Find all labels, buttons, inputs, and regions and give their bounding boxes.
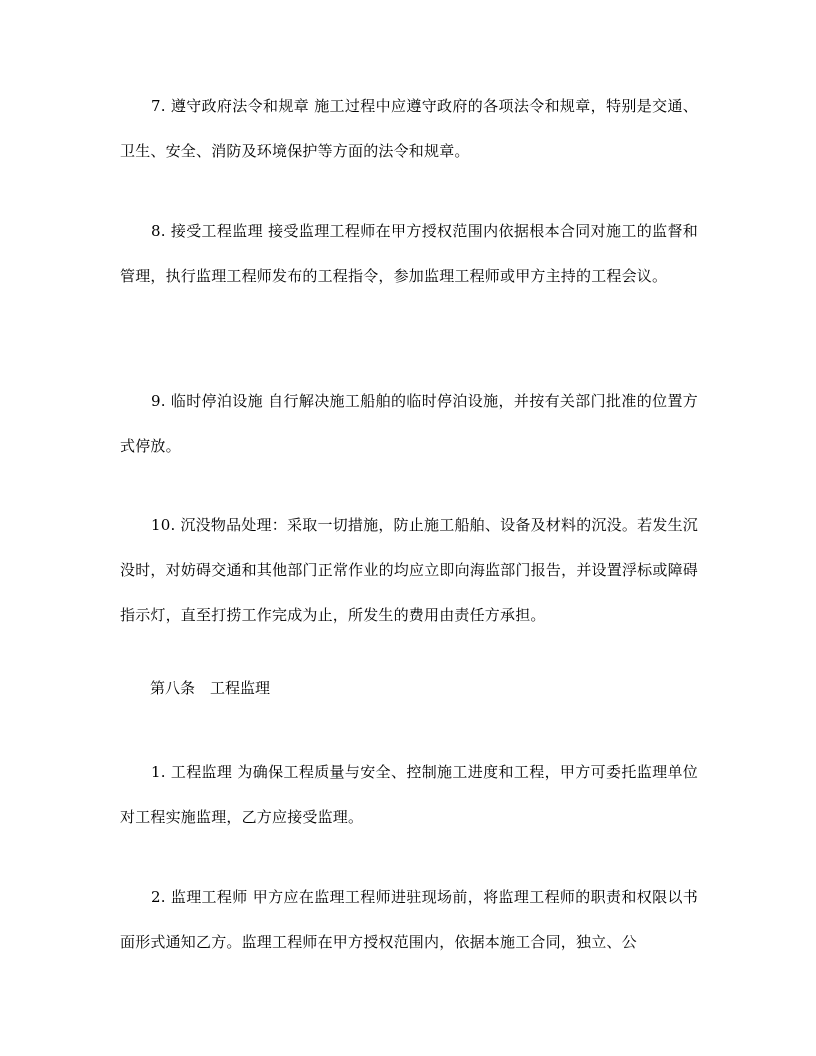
paragraph-item-10: 10. 沉没物品处理：采取一切措施，防止施工船舶、设备及材料的沉没。若发生沉没时，对妨碍交通和其他部门正常作业的均应立即向海监部门报告，并设置浮标或障碍指示灯，直至打捞工作完成为止，所发生的费用由责任方承担。 xyxy=(120,516,698,624)
paragraph-article-8-item-2: 2. 监理工程师 甲方应在监理工程师进驻现场前，将监理工程师的职责和权限以书面形式通知乙方。监理工程师在甲方授权范围内，依据本施工合同，独立、公 xyxy=(120,888,698,951)
paragraph-item-7: 7. 遵守政府法令和规章 施工过程中应遵守政府的各项法令和规章，特别是交通、卫生、安全、消防及环境保护等方面的法令和规章。 xyxy=(120,97,698,160)
paragraph-item-9: 9. 临时停泊设施 自行解决施工船舶的临时停泊设施，并按有关部门批准的位置方式停放。 xyxy=(120,392,698,455)
section-heading-article-8: 第八条 工程监理 xyxy=(150,679,271,697)
paragraph-item-8: 8. 接受工程监理 接受监理工程师在甲方授权范围内依据根本合同对施工的监督和管理，执行监理工程师发布的工程指令，参加监理工程师或甲方主持的工程会议。 xyxy=(120,222,698,285)
paragraph-article-8-item-1: 1. 工程监理 为确保工程质量与安全、控制施工进度和工程，甲方可委托监理单位对工程实施监理，乙方应接受监理。 xyxy=(120,763,698,826)
